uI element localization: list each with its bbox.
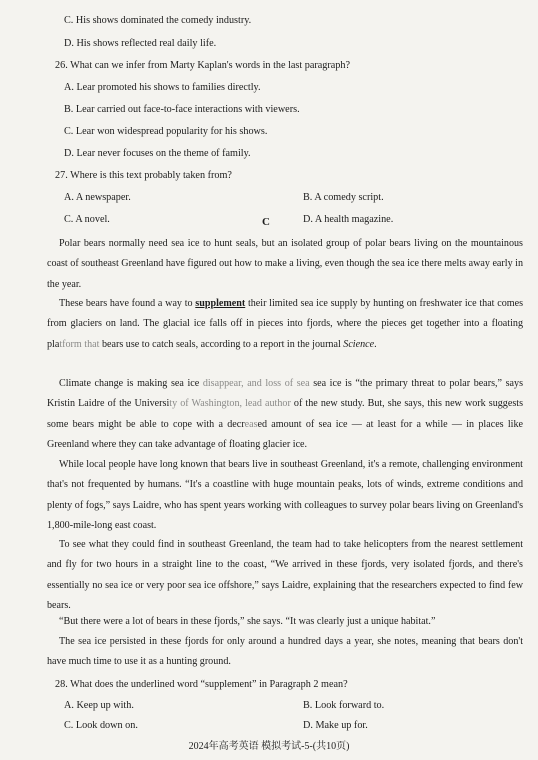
q26-option-b: B. Lear carried out face-to-face interactions with viewers. — [64, 104, 300, 115]
passage-paragraph-7: The sea ice persisted in these fjords for only around a hundred days a year, she notes, meaning that bears don't have much time to use it as a hunting ground. — [47, 636, 523, 668]
section-heading: C — [262, 216, 270, 228]
q26-stem: 26. What can we infer from Marty Kaplan's words in the last paragraph? — [55, 60, 351, 71]
passage-paragraph-1: Polar bears normally need sea ice to hunt seals, but an isolated group of polar bears living on the mountainous coast of southeast Greenland have figured out how to make a living, even though the sea ice there melts away early in the year. — [47, 238, 523, 290]
passage-paragraph-4: While local people have long known that bears live in southeast Greenland, it's a remote, challenging environment that's not frequented by humans. “It's a coastline with huge mountain peaks, lots of winds, extreme conditions and plenty of fogs,” says Laidre, who has spent years working with colleagues to survey polar bears living on Greenland's 1,800-mile-long east coast. — [47, 459, 523, 531]
q27-option-d: D. A health magazine. — [303, 214, 394, 225]
q28-stem: 28. What does the underlined word “supplement” in Paragraph 2 mean? — [55, 679, 348, 690]
q27-option-b: B. A comedy script. — [303, 192, 384, 203]
passage-paragraph-5: To see what they could find in southeast Greenland, the team had to take helicopters from the nearest settlement and fly for two hours in a straight line to the coast, “We arrived in these fjords, very isolated fjords, and there's essentially no sea ice or very poor sea ice offshore,” says Laidre, explaining that the researchers expected to find few bears. — [47, 539, 523, 611]
q25-option-c: C. His shows dominated the comedy industry. — [64, 15, 252, 26]
smudged-text: tform that — [59, 338, 100, 350]
smudged-text: eas — [244, 418, 258, 430]
q27-option-a: A. A newspaper. — [64, 192, 131, 203]
passage-paragraph-6: “But there were a lot of bears in these fjords,” she says. “It was clearly just a unique habitat.” — [59, 616, 436, 627]
q28-option-d: D. Make up for. — [303, 720, 368, 731]
q28-option-c: C. Look down on. — [64, 720, 138, 731]
q26-option-c: C. Lear won widespread popularity for his shows. — [64, 126, 268, 137]
q27-option-c: C. A novel. — [64, 214, 110, 225]
journal-name: Science — [343, 338, 375, 350]
passage-paragraph-3: Climate change is making sea ice disappear, and loss of sea sea ice is “the primary threat to polar bears,” says Kristin Laidre of the University of Washington, lead author of the new study. But, she says, this new work suggests some bears might be able to cope with a decreased amount of sea ice — at least for a while — in places like Greenland where they can take advantage of floating glacier ice. — [47, 378, 524, 450]
q27-stem: 27. Where is this text probably taken from? — [55, 170, 232, 181]
q28-option-a: A. Keep up with. — [64, 700, 134, 711]
smudged-text: ty of Washington, lead author — [169, 398, 291, 410]
q26-option-a: A. Lear promoted his shows to families directly. — [64, 82, 261, 93]
passage-paragraph-2: These bears have found a way to supplement their limited sea ice supply by hunting on freshwater ice that comes from glaciers on land. The glacial ice falls off in pieces into fjords, where the pieces get together into a floating platform that bears use to catch seals, according to a report in the journal Science. — [47, 298, 524, 350]
q28-option-b: B. Look forward to. — [303, 700, 385, 711]
q26-option-d: D. Lear never focuses on the theme of family. — [64, 148, 251, 159]
underlined-word: supplement — [195, 298, 246, 309]
q25-option-d: D. His shows reflected real daily life. — [64, 38, 217, 49]
page-footer: 2024年高考英语 模拟考试-5-(共10页) — [188, 741, 350, 752]
smudged-text: disappear, and loss of sea — [202, 378, 310, 389]
